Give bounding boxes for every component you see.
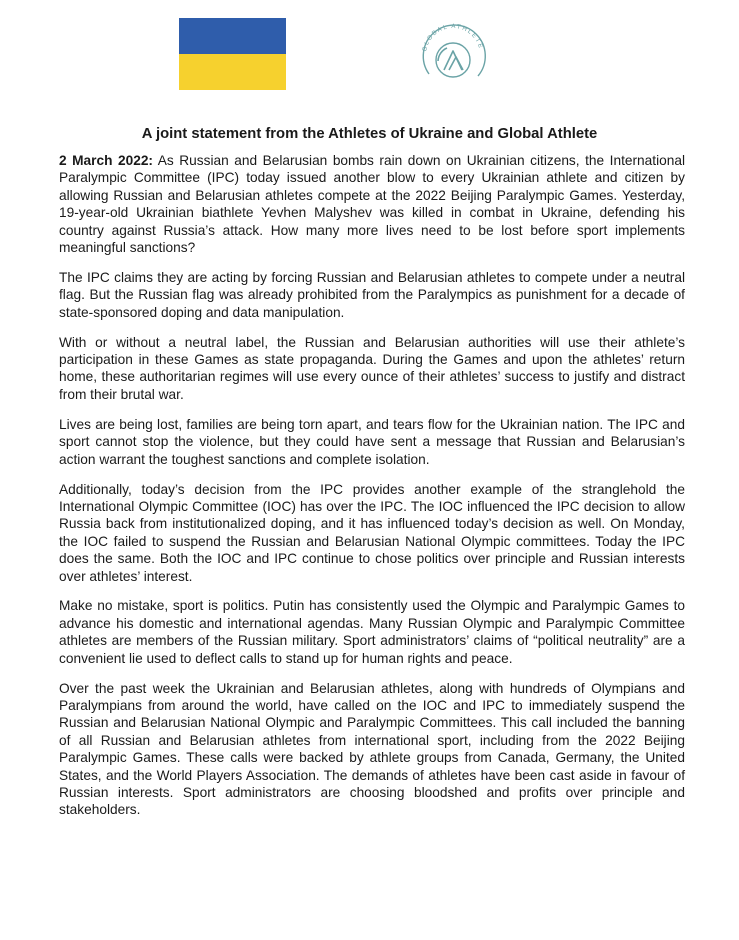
paragraph: Make no mistake, sport is politics. Putin has consistently used the Olympic and Paralympic Games to advance his domestic and international agendas. Many Russian Olympic and Paralympic Committee athletes are members of the Russian military. Sport administrators’ claims of “political neutrality” are a convenient lie used to deflect calls to stand up for human rights and peace. — [59, 598, 685, 666]
dateline: 2 March 2022: — [59, 153, 153, 168]
flag-yellow-stripe — [179, 54, 286, 90]
svg-text:GLOBAL ATHLETE — [421, 23, 484, 52]
paragraph: The IPC claims they are acting by forcing Russian and Belarusian athletes to compete under a neutral flag. But the Russian flag was already prohibited from the Paralympics as punishment for a decade of state-sponsored doping and data manipulation. — [59, 269, 685, 320]
global-athlete-logo-icon — [416, 18, 490, 92]
paragraph — [59, 152, 685, 256]
global-athlete-logo — [416, 18, 490, 92]
paragraph-text: As Russian and Belarusian bombs rain down on Ukrainian citizens, the International Paralympic Committee (IPC) today issued another blow to every Ukrainian athlete and citizen by allowing Russian and Belarusian athletes compete at the 2022 Beijing Paralympic Games. Yesterday, 19-year-old Ukrainian biathlete Yevhen Malyshev was killed in combat in Ukraine, defending his country against Russia’s attack. How many more lives need to be lost before sport implements meaningful sanctions? — [59, 153, 685, 256]
flag-blue-stripe — [179, 18, 286, 54]
statement-body — [59, 152, 685, 831]
paragraph: With or without a neutral label, the Russian and Belarusian authorities will use their athlete’s participation in these Games as state propaganda. During the Games and upon the athletes’ return home, these authoritarian regimes will use every ounce of their athletes’ success to justify and distract from their brutal war. — [59, 334, 685, 402]
ukraine-flag — [179, 18, 286, 90]
paragraph: Additionally, today’s decision from the IPC provides another example of the stranglehold the International Olympic Committee (IOC) has over the IPC. The IOC influenced the IPC decision to allow Russia back from institutionalized doping, and it has influenced today’s decision as well. On Monday, the IOC failed to suspend the Russian and Belarusian National Olympic committees. Today the IPC does the same. Both the IOC and IPC continue to chose politics over principle and Russian interests over athletes’ interest. — [59, 481, 685, 584]
statement-title: A joint statement from the Athletes of Ukraine and Global Athlete — [141, 126, 598, 142]
paragraph: Over the past week the Ukrainian and Belarusian athletes, along with hundreds of Olympians and Paralympians from around the world, have called on the IOC and IPC to immediately suspend the Russian and Belarusian National Olympic and Paralympic Committees. This call included the banning of all Russian and Belarusian athletes from international sport, including from the 2022 Beijing Paralympic Games. These calls were backed by athlete groups from Canada, Germany, the United States, and the World Players Association. The demands of athletes have been cast aside in favour of Russian interests. Sport administrators are choosing bloodshed and profits over principle and stakeholders. — [59, 680, 685, 818]
logo-ring-text: GLOBAL ATHLETE — [421, 22, 485, 53]
paragraph: Lives are being lost, families are being torn apart, and tears flow for the Ukrainian nation. The IPC and sport cannot stop the violence, but they could have sent a message that Russian and Belarusian’s action warrant the toughest sanctions and complete isolation. — [59, 416, 685, 467]
